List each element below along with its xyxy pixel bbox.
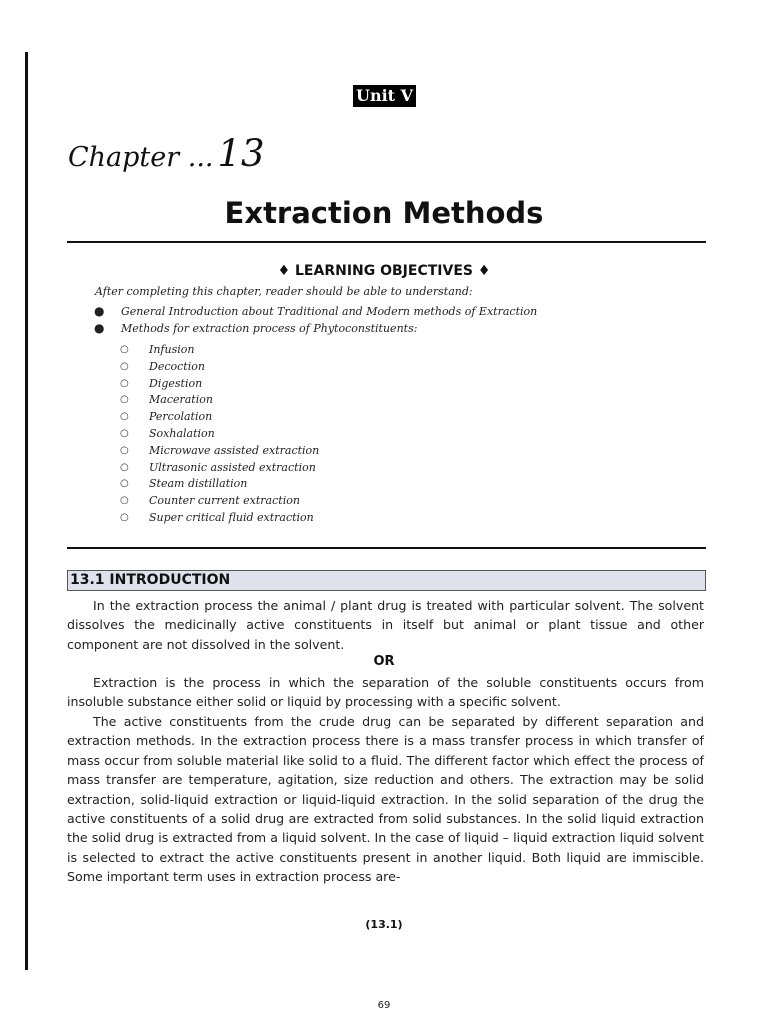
or-separator: OR <box>373 654 395 669</box>
unit-badge: Unit V <box>353 85 416 107</box>
objectives-list <box>94 303 537 337</box>
circle-bullet-icon: ○ <box>120 478 129 490</box>
method-item: ○ Counter current extraction <box>120 493 319 510</box>
chapter-title: Extraction Methods <box>224 196 544 230</box>
intro-paragraph-3: The active constituents from the crude drug can be separated by different separation and extraction methods. In the extraction process there is a mass transfer process in which transfer of mass occur from soluble material like solid to a fluid. The different factor which effect the process of mass transfer are temperature, agitation, size reduction and others. The extraction may be solid extraction, solid-liquid extraction or liquid-liquid extraction. In the solid separation of the drug the active constituents of a solid drug are extracted from solid substances. In the solid liquid extraction the solid drug is extracted from a liquid solvent. In the case of liquid – liquid extraction liquid solvent is selected to extract the active constituents present in another liquid. Both liquid are immiscible. Some important term uses in extraction process are- <box>67 714 704 885</box>
learning-objectives-header: ♦ LEARNING OBJECTIVES ♦ <box>277 263 491 279</box>
left-margin-rule <box>25 52 28 970</box>
method-item: ○ Soxhalation <box>120 426 319 443</box>
page-number: 69 <box>377 1000 391 1011</box>
method-item: ○ Infusion <box>120 342 319 359</box>
bullet-icon: ● <box>94 321 105 335</box>
circle-bullet-icon: ○ <box>120 427 129 439</box>
circle-bullet-icon: ○ <box>120 411 129 423</box>
objectives-bottom-rule <box>67 547 706 549</box>
section-heading: 13.1 INTRODUCTION <box>70 572 231 588</box>
method-item: ○ Microwave assisted extraction <box>120 443 319 460</box>
section-heading-bar <box>67 570 706 591</box>
bullet-icon: ● <box>94 304 105 318</box>
objective-item: ● Methods for extraction process of Phytoconstituents: <box>94 321 418 335</box>
intro-paragraph-2: Extraction is the process in which the separation of the soluble constituents occurs from insoluble substance either solid or liquid by processing with a specific solvent. <box>67 675 704 710</box>
method-item: ○ Super critical fluid extraction <box>120 510 319 527</box>
chapter-heading <box>68 132 265 175</box>
method-item: ○ Decoction <box>120 359 319 376</box>
circle-bullet-icon: ○ <box>120 444 129 456</box>
chapter-number: 13 <box>217 132 265 175</box>
circle-bullet-icon: ○ <box>120 511 129 523</box>
circle-bullet-icon: ○ <box>120 394 129 406</box>
circle-bullet-icon: ○ <box>120 495 129 507</box>
learning-objectives-intro: After completing this chapter, reader should be able to understand: <box>95 285 473 298</box>
methods-list <box>120 342 319 527</box>
page-reference: (13.1) <box>365 918 403 931</box>
method-item: ○ Digestion <box>120 376 319 393</box>
intro-paragraph-1: In the extraction process the animal / plant drug is treated with particular solvent. The solvent dissolves the medicinally active constituents in itself but animal or plant tissue and other component are not dissolved in the solvent. <box>67 598 704 652</box>
circle-bullet-icon: ○ <box>120 344 129 355</box>
method-item: ○ Steam distillation <box>120 476 319 493</box>
circle-bullet-icon: ○ <box>120 461 129 473</box>
method-item: ○ Ultrasonic assisted extraction <box>120 460 319 477</box>
method-item: ○ Maceration <box>120 392 319 409</box>
method-item: ○ Percolation <box>120 409 319 426</box>
chapter-label: Chapter ... <box>68 142 214 173</box>
circle-bullet-icon: ○ <box>120 377 129 389</box>
title-underline <box>67 241 706 243</box>
objective-item: ● General Introduction about Traditional and Modern methods of Extraction <box>94 304 538 318</box>
circle-bullet-icon: ○ <box>120 360 129 372</box>
